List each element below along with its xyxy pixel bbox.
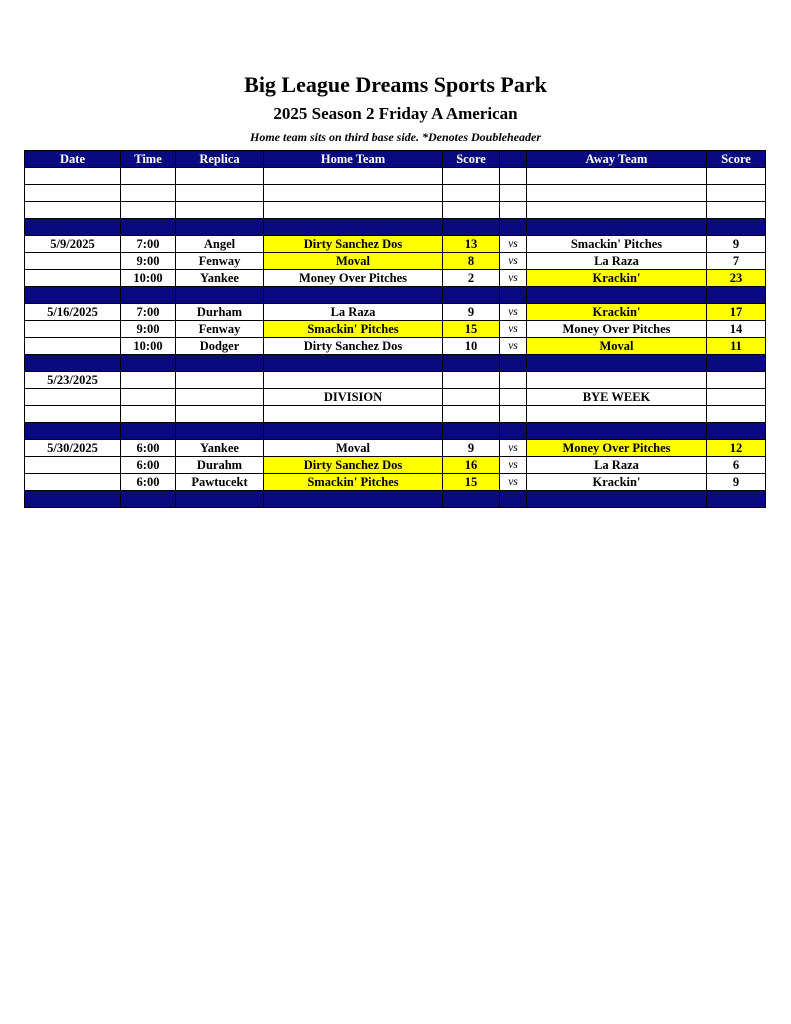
- home-score-cell: 10: [443, 338, 500, 355]
- page-title: Big League Dreams Sports Park: [244, 72, 547, 97]
- separator-cell: [443, 491, 500, 508]
- replica-cell: Durham: [176, 304, 264, 321]
- away-team-cell: BYE WEEK: [527, 389, 707, 406]
- replica-cell: Pawtucekt: [176, 474, 264, 491]
- game-row: [25, 474, 766, 491]
- away-team-cell: La Raza: [527, 253, 707, 270]
- separator-cell: [121, 355, 176, 372]
- date-cell: 5/30/2025: [25, 440, 121, 457]
- separator-cell: [25, 287, 121, 304]
- separator-cell: [707, 355, 766, 372]
- blank-cell: [264, 168, 443, 185]
- away-score-cell: 6: [707, 457, 766, 474]
- separator-cell: [176, 287, 264, 304]
- time-cell: 7:00: [121, 304, 176, 321]
- col-header-away-score: Score: [707, 151, 766, 168]
- home-score-cell: 8: [443, 253, 500, 270]
- blank-cell: [121, 168, 176, 185]
- date-cell: [25, 389, 121, 406]
- blank-cell: [527, 168, 707, 185]
- date-cell: 5/16/2025: [25, 304, 121, 321]
- away-score-cell: 11: [707, 338, 766, 355]
- separator-cell: [707, 287, 766, 304]
- away-score-cell: 23: [707, 270, 766, 287]
- blank-row: [25, 168, 766, 185]
- blank-cell: [443, 406, 500, 423]
- home-team-cell: Money Over Pitches: [264, 270, 443, 287]
- vs-cell: vs: [500, 253, 527, 270]
- date-cell: 5/9/2025: [25, 236, 121, 253]
- home-team-cell: Moval: [264, 253, 443, 270]
- away-team-cell: Money Over Pitches: [527, 321, 707, 338]
- away-team-cell: [527, 372, 707, 389]
- home-team-cell: Moval: [264, 440, 443, 457]
- vs-cell: vs: [500, 236, 527, 253]
- replica-cell: Dodger: [176, 338, 264, 355]
- game-row: [25, 270, 766, 287]
- replica-cell: Fenway: [176, 253, 264, 270]
- away-team-cell: Krackin': [527, 304, 707, 321]
- vs-cell: vs: [500, 321, 527, 338]
- separator-cell: [527, 491, 707, 508]
- replica-cell: [176, 372, 264, 389]
- separator-cell: [176, 491, 264, 508]
- blank-cell: [176, 406, 264, 423]
- away-score-cell: 9: [707, 474, 766, 491]
- away-team-cell: La Raza: [527, 457, 707, 474]
- away-score-cell: [707, 372, 766, 389]
- home-team-cell: La Raza: [264, 304, 443, 321]
- separator-cell: [527, 355, 707, 372]
- blank-cell: [25, 202, 121, 219]
- separator-cell: [500, 287, 527, 304]
- blank-cell: [500, 202, 527, 219]
- blank-cell: [25, 406, 121, 423]
- time-cell: 6:00: [121, 457, 176, 474]
- date-cell: [25, 338, 121, 355]
- date-cell: [25, 457, 121, 474]
- separator-cell: [527, 219, 707, 236]
- home-score-cell: 13: [443, 236, 500, 253]
- blank-cell: [500, 406, 527, 423]
- game-row: [25, 389, 766, 406]
- col-header-home-score: Score: [443, 151, 500, 168]
- away-team-cell: Smackin' Pitches: [527, 236, 707, 253]
- separator-cell: [121, 219, 176, 236]
- separator-row: [25, 423, 766, 440]
- separator-cell: [500, 219, 527, 236]
- separator-row: [25, 287, 766, 304]
- game-row: [25, 338, 766, 355]
- separator-cell: [25, 219, 121, 236]
- game-row: [25, 236, 766, 253]
- date-cell: 5/23/2025: [25, 372, 121, 389]
- date-cell: [25, 321, 121, 338]
- separator-cell: [121, 287, 176, 304]
- separator-cell: [707, 423, 766, 440]
- home-score-cell: 9: [443, 440, 500, 457]
- page-subtitle: 2025 Season 2 Friday A American: [273, 104, 518, 123]
- home-score-cell: [443, 372, 500, 389]
- blank-cell: [121, 202, 176, 219]
- game-row: [25, 457, 766, 474]
- home-score-cell: 15: [443, 321, 500, 338]
- home-team-cell: Dirty Sanchez Dos: [264, 236, 443, 253]
- time-cell: 9:00: [121, 321, 176, 338]
- blank-cell: [443, 185, 500, 202]
- time-cell: 7:00: [121, 236, 176, 253]
- blank-cell: [25, 168, 121, 185]
- game-row: [25, 321, 766, 338]
- col-header-away-team: Away Team: [527, 151, 707, 168]
- separator-cell: [176, 355, 264, 372]
- blank-cell: [443, 168, 500, 185]
- replica-cell: [176, 389, 264, 406]
- blank-cell: [500, 168, 527, 185]
- away-team-cell: Krackin': [527, 270, 707, 287]
- blank-cell: [264, 185, 443, 202]
- blank-cell: [121, 185, 176, 202]
- date-cell: [25, 253, 121, 270]
- vs-cell: vs: [500, 440, 527, 457]
- vs-cell: vs: [500, 338, 527, 355]
- away-score-cell: 12: [707, 440, 766, 457]
- separator-cell: [443, 355, 500, 372]
- schedule-table: [24, 150, 766, 508]
- separator-row: [25, 219, 766, 236]
- vs-cell: vs: [500, 270, 527, 287]
- time-cell: [121, 389, 176, 406]
- blank-cell: [527, 202, 707, 219]
- home-score-cell: 9: [443, 304, 500, 321]
- home-team-cell: Smackin' Pitches: [264, 321, 443, 338]
- home-team-cell: Dirty Sanchez Dos: [264, 457, 443, 474]
- blank-cell: [264, 406, 443, 423]
- away-team-cell: Moval: [527, 338, 707, 355]
- game-row: [25, 304, 766, 321]
- separator-cell: [121, 491, 176, 508]
- home-score-cell: [443, 389, 500, 406]
- away-score-cell: 14: [707, 321, 766, 338]
- home-team-cell: [264, 372, 443, 389]
- separator-cell: [176, 423, 264, 440]
- replica-cell: Yankee: [176, 270, 264, 287]
- separator-cell: [264, 287, 443, 304]
- blank-row: [25, 185, 766, 202]
- home-score-cell: 2: [443, 270, 500, 287]
- home-team-cell: Dirty Sanchez Dos: [264, 338, 443, 355]
- separator-cell: [443, 287, 500, 304]
- separator-cell: [264, 219, 443, 236]
- blank-cell: [176, 202, 264, 219]
- blank-row: [25, 202, 766, 219]
- separator-cell: [25, 423, 121, 440]
- time-cell: 9:00: [121, 253, 176, 270]
- separator-cell: [500, 423, 527, 440]
- separator-cell: [121, 423, 176, 440]
- blank-row: [25, 406, 766, 423]
- separator-cell: [264, 355, 443, 372]
- time-cell: 10:00: [121, 338, 176, 355]
- vs-cell: [500, 389, 527, 406]
- time-cell: 6:00: [121, 474, 176, 491]
- col-header-date: Date: [25, 151, 121, 168]
- away-score-cell: 17: [707, 304, 766, 321]
- blank-cell: [527, 406, 707, 423]
- game-row: [25, 372, 766, 389]
- col-header-vs: [500, 151, 527, 168]
- vs-cell: vs: [500, 304, 527, 321]
- blank-cell: [707, 185, 766, 202]
- separator-cell: [500, 355, 527, 372]
- blank-cell: [500, 185, 527, 202]
- time-cell: 10:00: [121, 270, 176, 287]
- separator-cell: [527, 423, 707, 440]
- away-score-cell: 7: [707, 253, 766, 270]
- date-cell: [25, 474, 121, 491]
- blank-cell: [707, 406, 766, 423]
- home-score-cell: 15: [443, 474, 500, 491]
- game-row: [25, 440, 766, 457]
- blank-cell: [443, 202, 500, 219]
- blank-cell: [264, 202, 443, 219]
- date-cell: [25, 270, 121, 287]
- vs-cell: vs: [500, 457, 527, 474]
- schedule-note: Home team sits on third base side. *Denotes Doubleheader: [250, 130, 541, 144]
- vs-cell: vs: [500, 474, 527, 491]
- replica-cell: Fenway: [176, 321, 264, 338]
- away-score-cell: 9: [707, 236, 766, 253]
- header-row: [25, 151, 766, 168]
- blank-cell: [707, 202, 766, 219]
- separator-cell: [707, 219, 766, 236]
- separator-cell: [527, 287, 707, 304]
- game-row: [25, 253, 766, 270]
- col-header-time: Time: [121, 151, 176, 168]
- blank-cell: [25, 185, 121, 202]
- separator-cell: [500, 491, 527, 508]
- blank-cell: [121, 406, 176, 423]
- replica-cell: Angel: [176, 236, 264, 253]
- time-cell: 6:00: [121, 440, 176, 457]
- separator-cell: [264, 491, 443, 508]
- away-team-cell: Money Over Pitches: [527, 440, 707, 457]
- time-cell: [121, 372, 176, 389]
- separator-cell: [264, 423, 443, 440]
- separator-row: [25, 491, 766, 508]
- home-team-cell: DIVISION: [264, 389, 443, 406]
- home-team-cell: Smackin' Pitches: [264, 474, 443, 491]
- replica-cell: Yankee: [176, 440, 264, 457]
- blank-cell: [176, 185, 264, 202]
- separator-cell: [443, 423, 500, 440]
- replica-cell: Durahm: [176, 457, 264, 474]
- vs-cell: [500, 372, 527, 389]
- blank-cell: [176, 168, 264, 185]
- col-header-home-team: Home Team: [264, 151, 443, 168]
- blank-cell: [707, 168, 766, 185]
- separator-row: [25, 355, 766, 372]
- col-header-replica: Replica: [176, 151, 264, 168]
- away-team-cell: Krackin': [527, 474, 707, 491]
- separator-cell: [25, 355, 121, 372]
- separator-cell: [443, 219, 500, 236]
- away-score-cell: [707, 389, 766, 406]
- separator-cell: [176, 219, 264, 236]
- home-score-cell: 16: [443, 457, 500, 474]
- blank-cell: [527, 185, 707, 202]
- separator-cell: [25, 491, 121, 508]
- separator-cell: [707, 491, 766, 508]
